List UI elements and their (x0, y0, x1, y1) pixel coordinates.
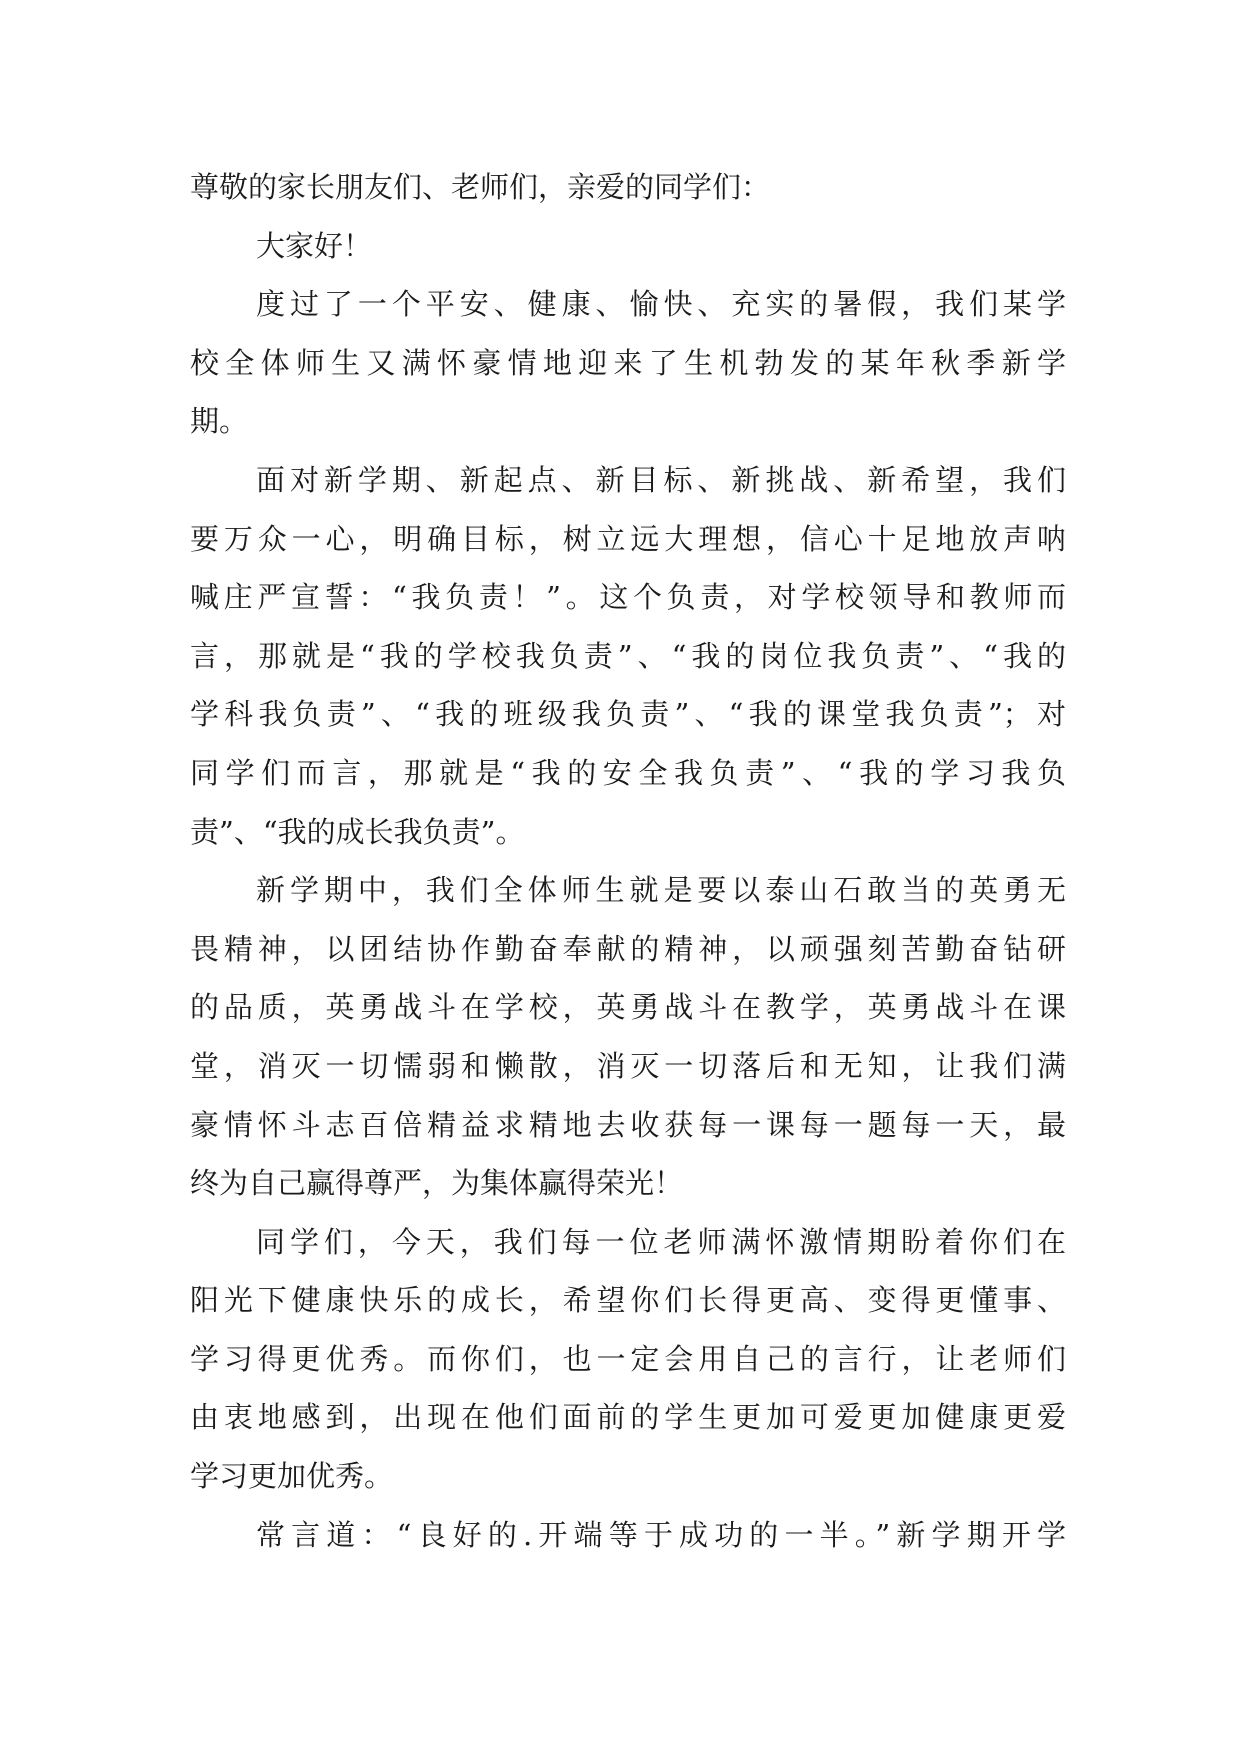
text-line: 大家好！ (256, 228, 373, 263)
text-line: 喊庄严宣誓：“我负责！”。这个负责，对学校领导和教师而 (190, 580, 1066, 615)
text-line: 堂，消灭一切懦弱和懒散，消灭一切落后和无知，让我们满 (190, 1048, 1066, 1083)
text-line: 豪情怀斗志百倍精益求精地去收获每一课每一题每一天，最 (190, 1107, 1066, 1142)
text-line: 校全体师生又满怀豪情地迎来了生机勃发的某年秋季新学 (190, 345, 1066, 380)
document-body (190, 158, 1066, 1564)
text-line: 常言道：“良好的.开端等于成功的一半。”新学期开学 (256, 1517, 1066, 1552)
text-line: 面对新学期、新起点、新目标、新挑战、新希望，我们 (256, 462, 1066, 497)
text-line: 新学期中，我们全体师生就是要以泰山石敢当的英勇无 (256, 873, 1066, 908)
text-line: 学习得更优秀。而你们，也一定会用自己的言行，让老师们 (190, 1341, 1066, 1376)
text-line: 尊敬的家长朋友们、老师们，亲爱的同学们： (190, 170, 771, 204)
text-line: 阳光下健康快乐的成长，希望你们长得更高、变得更懂事、 (190, 1283, 1066, 1318)
text-line: 由衷地感到，出现在他们面前的学生更加可爱更加健康更爱 (190, 1400, 1066, 1435)
text-line: 畏精神，以团结协作勤奋奉献的精神，以顽强刻苦勤奋钻研 (190, 931, 1066, 966)
text-line: 同学们，今天，我们每一位老师满怀激情期盼着你们在 (256, 1224, 1066, 1259)
text-line: 学习更加优秀。 (190, 1459, 394, 1494)
text-line: 的品质，英勇战斗在学校，英勇战斗在教学，英勇战斗在课 (190, 990, 1066, 1025)
text-line: 同学们而言，那就是“我的安全我负责”、“我的学习我负 (190, 755, 1066, 790)
text-line: 要万众一心，明确目标，树立远大理想，信心十足地放声呐 (190, 521, 1066, 556)
text-line: 终为自己赢得尊严，为集体赢得荣光！ (190, 1166, 684, 1201)
text-line: 言，那就是“我的学校我负责”、“我的岗位我负责”、“我的 (190, 638, 1066, 673)
text-line: 度过了一个平安、健康、愉快、充实的暑假，我们某学 (256, 287, 1066, 322)
text-line: 期。 (190, 404, 249, 439)
text-line: 学科我负责”、“我的班级我负责”、“我的课堂我负责”；对 (190, 697, 1066, 732)
text-line: 责”、“我的成长我负责”。 (190, 814, 525, 849)
